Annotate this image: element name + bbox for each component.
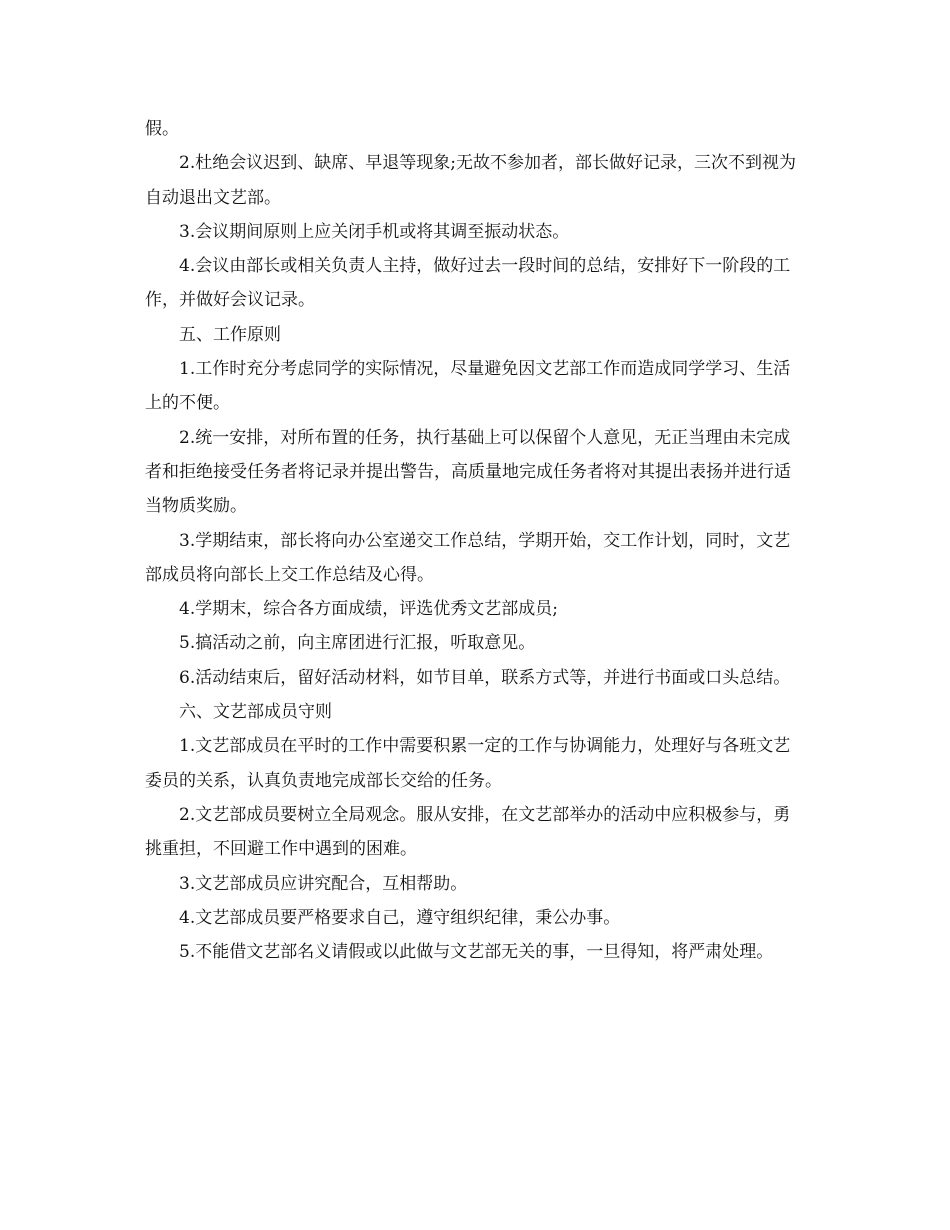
section-heading-member-code: 六、文艺部成员守则 xyxy=(179,702,332,723)
paragraph-continuation: 假。 xyxy=(145,119,179,139)
paragraph-member-rule-5: 5.不能借文艺部名义请假或以此做与文艺部无关的事，一旦得知，将严肃处理。 xyxy=(179,942,774,963)
paragraph-principle-2: 2.统一安排，对所布置的任务，执行基础上可以保留个人意见，无正当理由未完成者和拒绝接受任务者将记录并提出警告，高质量地完成任务者将对其提出表扬并进行适当物质奖励。 xyxy=(145,427,791,517)
paragraph-member-rule-4: 4.文艺部成员要严格要求自己，遵守组织纪律，秉公办事。 xyxy=(179,907,621,928)
paragraph-member-rule-3: 3.文艺部成员应讲究配合，互相帮助。 xyxy=(179,873,468,894)
paragraph-meeting-rule-3: 3.会议期间原则上应关闭手机或将其调至振动状态。 xyxy=(179,221,570,242)
paragraph-principle-6: 6.活动结束后，留好活动材料，如节目单，联系方式等，并进行书面或口头总结。 xyxy=(179,667,791,688)
paragraph-meeting-rule-2: 2.杜绝会议迟到、缺席、早退等现象;无故不参加者，部长做好记录，三次不到视为自动退出文艺部。 xyxy=(145,153,796,208)
section-heading-work-principles: 五、工作原则 xyxy=(179,324,281,345)
paragraph-meeting-rule-4: 4.会议由部长或相关负责人主持，做好过去一段时间的总结，安排好下一阶段的工作，并做好会议记录。 xyxy=(145,256,791,311)
paragraph-principle-3: 3.学期结束，部长将向办公室递交工作总结，学期开始，交工作计划，同时，文艺部成员将向部长上交工作总结及心得。 xyxy=(145,530,791,585)
paragraph-member-rule-1: 1.文艺部成员在平时的工作中需要积累一定的工作与协调能力，处理好与各班文艺委员的关系，认真负责地完成部长交给的任务。 xyxy=(145,736,791,791)
paragraph-member-rule-2: 2.文艺部成员要树立全局观念。服从安排，在文艺部举办的活动中应积极参与，勇挑重担，不回避工作中遇到的困难。 xyxy=(145,804,791,860)
paragraph-principle-1: 1.工作时充分考虑同学的实际情况，尽量避免因文艺部工作而造成同学学习、生活上的不便。 xyxy=(145,359,791,414)
paragraph-principle-5: 5.搞活动之前，向主席团进行汇报，听取意见。 xyxy=(179,633,536,654)
document-body xyxy=(145,112,805,969)
paragraph-principle-4: 4.学期末，综合各方面成绩，评选优秀文艺部成员; xyxy=(179,599,558,620)
